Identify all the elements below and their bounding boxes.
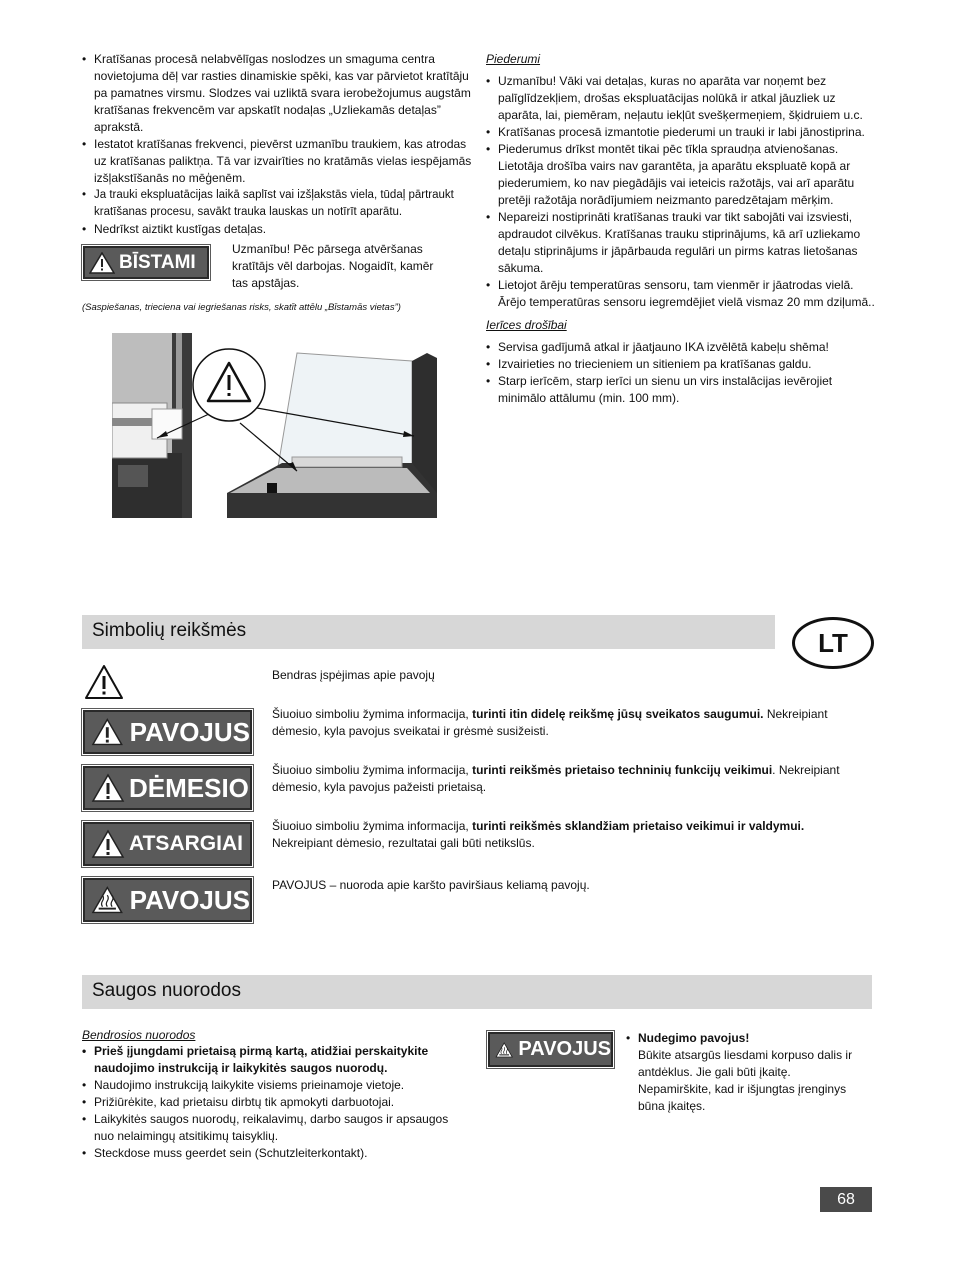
symbol-badge-atsargiai — [83, 822, 252, 866]
list-item: • Naudojimo instrukciją laikykite visiems prieinamoje vietoje. — [82, 1077, 468, 1094]
list-item: • Kratīšanas procesā izmantotie piederumi un trauki ir labi jānostiprina. — [486, 124, 876, 141]
hot-title: Nudegimo pavojus! — [638, 1031, 750, 1045]
list-item: • Uzmanību! Vāki vai detaļas, kuras no aparāta var noņemt bez palīglīdzekļiem, drošas ekspluatācijas nolūkā ir atkal jāuzliek uz aparāta, lai, piemēram, neļautu iekļūt svešķermeņiem, šķidruiem u.c. — [486, 73, 876, 124]
symbol-label: DĖMESIO — [129, 772, 249, 803]
symbol-label: PAVOJUS — [129, 716, 250, 747]
hot-surface-icon — [495, 1039, 513, 1061]
list-item: • Nepareizi nostiprināti kratīšanas trauki var tikt sabojāti vai izsviesti, apdraudot cilvēkus. Kratīšanas trauku stiprinājums, kā arī uzliekamo detaļu stiprinājums ir jāpārbauda regulāri un pirms katras lietošanas sākuma. — [486, 209, 876, 277]
list-item: • Prieš įjungdami prietaisą pirmą kartą, atidžiai perskaitykite naudojimo instrukciją ir laikykitės saugos nuorodų. — [82, 1043, 468, 1077]
section-heading-iericesdrosibai: Ierīces drošībai — [486, 318, 567, 332]
symbol-badge-pavojus — [83, 710, 252, 754]
list-item: • Piederumus drīkst montēt tikai pēc tīkla spraudņa atvienošanas. Lietotāja drošība vairs nav garantēta, ja aparātu ekspluatē kopā ar piederumiem, ko nav piegādājis vai ieteicis ražotājs, vai arī aparātu pretēji ražotāja norādījumiem neizmanto paredzētajam mērķim. — [486, 141, 876, 209]
language-badge: LT — [792, 617, 874, 669]
symbol-description — [272, 706, 862, 740]
figure-caption: (Saspiešanas, trieciena vai iegriešanas risks, skatīt attēlu „Bīstamās vietas”) — [82, 302, 401, 313]
hot-warning-text — [626, 1030, 866, 1115]
desc-post: Nekreipiant dėmesio, rezultatai gali būti netikslūs. — [272, 836, 535, 850]
warning-text: Uzmanību! Pēc pārsega atvēršanas kratītājs vēl darbojas. Nogaidīt, kamēr tas apstājas. — [232, 242, 434, 290]
shaker-drawing — [112, 333, 440, 518]
desc-pre: Šiuoiuo simboliu žymima informacija, — [272, 819, 473, 833]
section-heading-bendrosios: Bendrosios nuorodos — [82, 1028, 196, 1042]
left-top-bullets — [82, 51, 472, 238]
list-item: • Steckdose muss geerdet sein (Schutzleiterkontakt). — [82, 1145, 468, 1162]
desc-pre: Šiuoiuo simboliu žymima informacija, — [272, 763, 473, 777]
page-number: 68 — [820, 1187, 872, 1212]
symbol-label: ATSARGIAI — [129, 832, 243, 855]
list-item: • Kratīšanas procesā nelabvēlīgas noslodzes un smaguma centra novietojuma dēļ var rasties dinamiskie spēki, kas var pārvietot kratītāju pa pamatnes virsmu. Slodzes vai uzliktā svara ierobežojumus augstām kratīšanas frekvencēm var apskatīt nodaļas „Uzliekamās detaļas” aprakstā. — [82, 51, 472, 136]
list-item: • Izvairieties no triecieniem un sitieniem pa kratīšanas galdu. — [486, 356, 876, 373]
symbol-badge-demesio — [83, 766, 252, 810]
desc-post: Nekreipiant dėmesio, kyla pavojus sveikatai ir grėsmė susižeisti. — [272, 707, 828, 738]
hot-warning-badge — [488, 1032, 613, 1067]
list-item: • Starp ierīcēm, starp ierīci un sienu un virs instalācijas ievērojiet minimālo attālumu (min. 100 mm). — [486, 373, 876, 407]
list-item: • Nedrīkst aiztikt kustīgas detaļas. — [82, 221, 472, 238]
hazard-illustration — [112, 333, 440, 518]
list-item: • Prižiūrėkite, kad prietaisu dirbtų tik apmokyti darbuotojai. — [82, 1094, 468, 1111]
section-heading-piederumi: Piederumi — [486, 52, 541, 66]
desc-post: . Nekreipiant dėmesio, kyla pavojus pažeisti prietaisą. — [272, 763, 840, 794]
desc-pre: Šiuoiuo simboliu žymima informacija, — [272, 707, 473, 721]
list-item: • Iestatot kratīšanas frekvenci, pievērst uzmanību traukiem, kas atrodas uz kratīšanas paliktņa. Tā var izvairīties no kratāmās vielas iespējamās izšļakstīšanās no mēģenēm. — [82, 136, 472, 187]
symbol-badge-pavojus-hot — [83, 878, 252, 922]
list-item: • Servisa gadījumā atkal ir jāatjauno IKA izvēlētā kabeļu shēma! — [486, 339, 876, 356]
symbol-description — [272, 818, 862, 852]
section-bar-symbols — [82, 615, 775, 649]
right-top-column — [486, 51, 876, 407]
symbol-label: PAVOJUS — [129, 884, 250, 915]
warning-triangle-icon — [91, 717, 124, 747]
hot-body: Būkite atsargūs liesdami korpuso dalis ir antdėklus. Jie gali būti įkaitę. Nepamirškite, kad ir išjungtas įrenginys būna įkaitęs. — [638, 1048, 853, 1113]
desc-bold: turinti reikšmės sklandžiam prietaiso veikimui ir valdymui. — [472, 819, 805, 833]
symbol-description: PAVOJUS – nuoroda apie karšto paviršiaus keliamą pavojų. — [272, 878, 590, 892]
symbol-description — [272, 762, 862, 796]
section-title: Simbolių reikšmės — [92, 620, 247, 641]
hot-warning-label: PAVOJUS — [518, 1038, 611, 1060]
list-item: • Ja trauki ekspluatācijas laikā saplīst vai izšļakstās viela, tūdaļ pārtraukt kratīšanas procesu, savākt trauka lauskas un notīrīt aparātu. — [82, 187, 472, 221]
list-item: • Lietojot ārēju temperatūras sensoru, tam vienmēr ir jāatrodas vielā. Ārējo temperatūras sensoru iegremdējiet vielā vismaz 20 mm dziļumā.. — [486, 277, 876, 311]
section-title: Saugos nuorodos — [92, 980, 241, 1001]
warning-triangle-icon — [91, 829, 125, 859]
section-bar-safety — [82, 975, 872, 1009]
desc-bold: turinti reikšmės prietaiso techninių funkcijų veikimui — [472, 763, 773, 777]
general-warning-text: Bendras įspėjimas apie pavojų — [272, 668, 435, 682]
warning-triangle-icon — [89, 252, 115, 274]
hot-surface-icon — [91, 885, 124, 915]
warning-label: BĪSTAMI — [119, 251, 196, 273]
warning-triangle-icon — [91, 773, 125, 803]
warning-triangle-icon — [84, 664, 124, 700]
warning-badge-bistami — [83, 246, 209, 279]
list-item: • Laikykitės saugos nuorodų, reikalavimų, darbo saugos ir apsaugos nuo nelaimingų atsitikimų taisyklių. — [82, 1111, 468, 1145]
safety-left-column — [82, 1027, 468, 1162]
desc-bold: turinti itin didelę reikšmę jūsų sveikatos saugumui. — [472, 707, 764, 721]
list-item — [626, 1030, 866, 1115]
